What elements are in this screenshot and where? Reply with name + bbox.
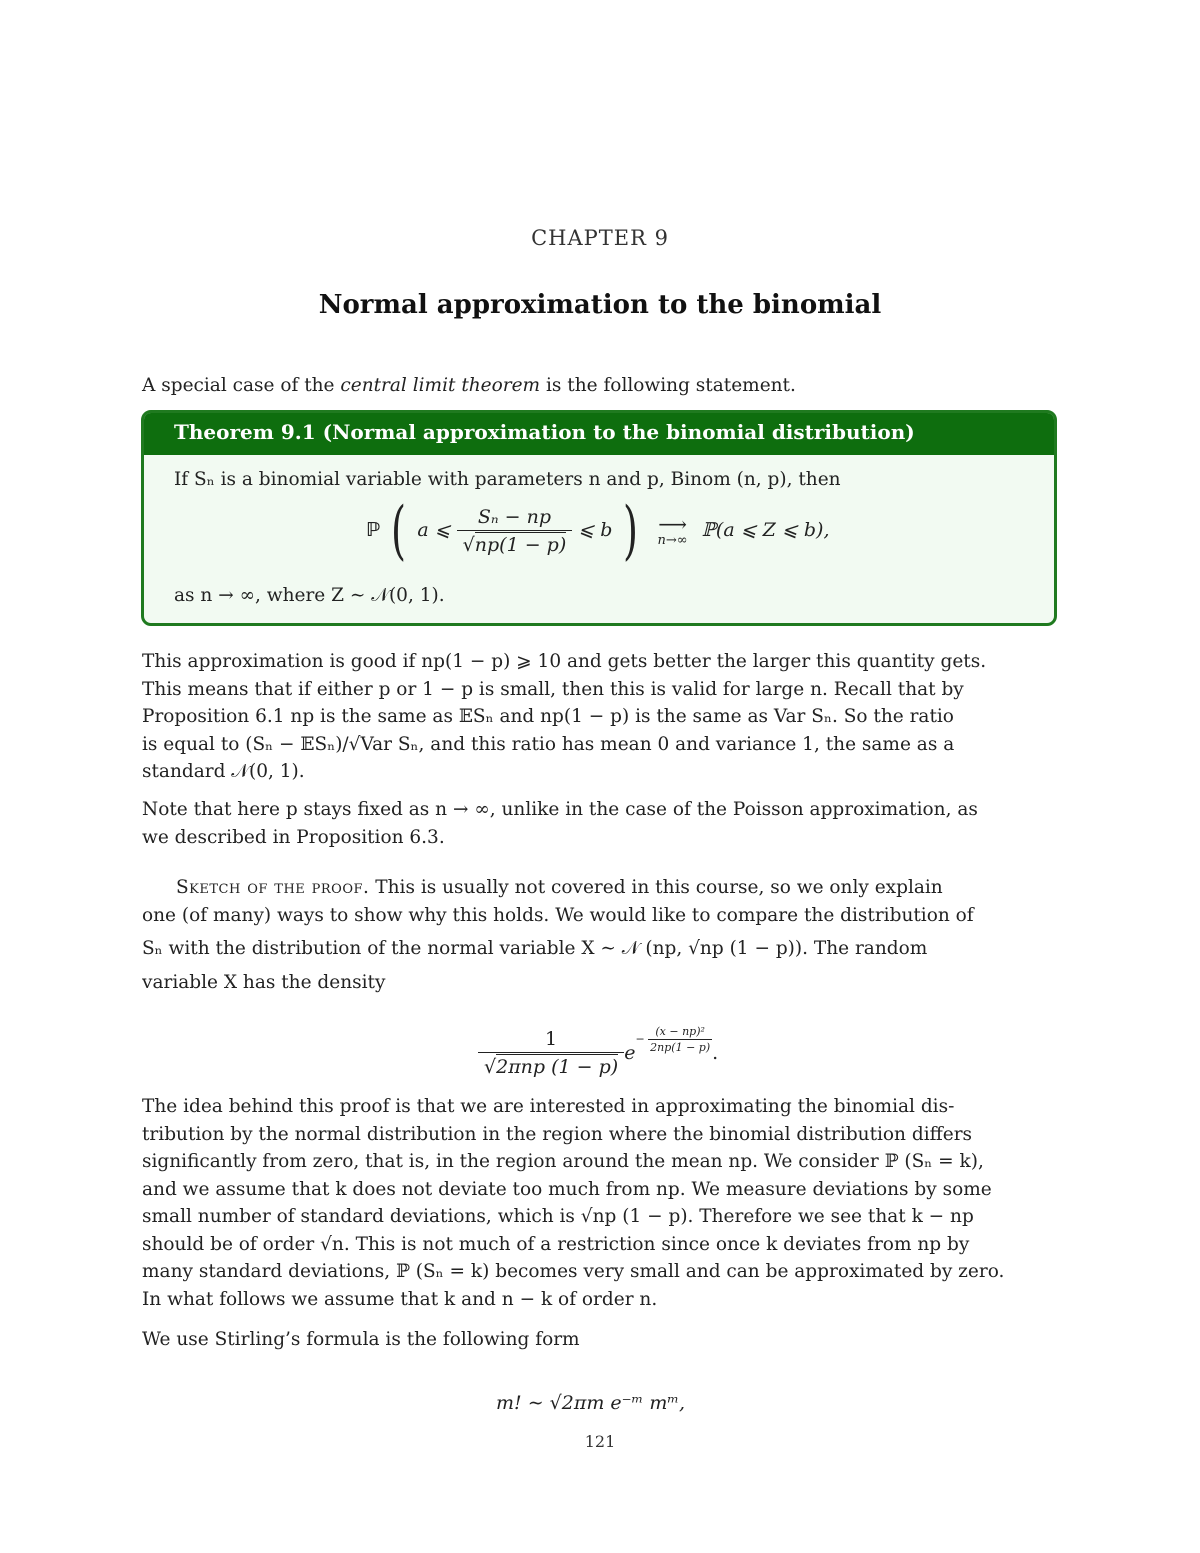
text-line: and we assume that k does not deviate too much from np. We measure deviations by some [142,1178,992,1200]
eq-right-paren: ) [623,494,639,568]
eq-upper-bound: ⩽ b [578,519,613,541]
density-exponent-denominator: 2np(1 − p) [650,1040,711,1054]
text-line: In what follows we assume that k and n − k of order n. [142,1288,658,1310]
text-line [142,874,1060,902]
text-line: The idea behind this proof is that we are interested in approximating the binomial dis- [142,1096,955,1117]
density-equation [478,1024,719,1078]
paragraph-proof-sketch [142,874,1060,996]
paragraph-poisson-note [142,796,1060,851]
proof-heading-continuation: This is usually not covered in this course, so we only explain [369,877,943,898]
eq-lower-bound: a ⩽ [417,519,451,541]
theorem-statement: If Sₙ is a binomial variable with parameters n and p, Binom (n, p), then [174,469,841,490]
text-line: Note that here p stays fixed as n → ∞, unlike in the case of the Poisson approximation, as [142,799,978,820]
eq-denominator-radicand: np(1 − p) [474,534,567,556]
text-line: Proposition 6.1 np is the same as 𝔼Sₙ and np(1 − p) is the same as Var Sₙ. So the ratio [142,706,954,727]
theorem-header [144,413,1054,455]
chapter-label: CHAPTER 9 [531,226,669,250]
intro-paragraph [142,372,1060,400]
text-line: small number of standard deviations, which is √np (1 − p). Therefore we see that k − np [142,1206,974,1227]
text-line: significantly from zero, that is, in the region around the mean np. We consider ℙ (Sₙ = k), [142,1151,984,1172]
theorem-title: Theorem 9.1 (Normal approximation to the binomial distribution) [174,420,915,444]
eq-denominator: √np(1 − p) [462,534,567,556]
theorem-box [141,410,1057,626]
proof-heading: Sketch of the proof. [176,877,370,898]
density-trailing-period: . [712,1042,719,1064]
text-line: one (of many) ways to show why this holds. We would like to compare the distribution of [142,904,974,926]
text-line: many standard deviations, ℙ (Sₙ = k) becomes very small and can be approximated by zero. [142,1261,1005,1282]
theorem-equation [366,494,830,568]
page-number: 121 [584,1432,616,1451]
chapter-title: Normal approximation to the binomial [318,290,882,320]
text-line: is equal to (Sₙ − 𝔼Sₙ)/√Var Sₙ, and this ratio has mean 0 and variance 1, the same as a [142,733,955,755]
text-line: This approximation is good if np(1 − p) ⩾ 10 and gets better the larger this quantity gets. [142,651,987,672]
text-line: should be of order √n. This is not much of a restriction since once k deviates from np by [142,1233,970,1255]
eq-limit-arrow [657,511,688,548]
eq-probability-symbol: ℙ [366,519,381,541]
density-exponent-fraction [648,1025,712,1054]
theorem-conclusion: as n → ∞, where Z ∼ 𝒩(0, 1). [174,585,445,606]
text-line: tribution by the normal distribution in the region where the binomial distribution differs [142,1123,973,1145]
density-exponential: e [624,1042,636,1064]
text-line: variable X has the density [142,971,386,993]
arrow-icon: ⟶ [658,511,687,536]
eq-numerator: Sₙ − np [457,506,573,531]
density-denominator: √2πnp (1 − p) [484,1056,619,1078]
eq-fraction [457,506,573,556]
paragraph-approximation-quality [142,648,1060,786]
density-fraction [478,1028,624,1078]
paragraph-stirling-intro: We use Stirling’s formula is the following form [142,1329,580,1350]
stirling-formula: m! ∼ √2πm e⁻ᵐ mᵐ, [496,1392,686,1414]
eq-limit-subscript: n→∞ [657,532,688,548]
intro-text-after: is the following statement. [540,375,796,396]
eq-left-paren: ( [391,494,407,568]
density-denominator-radicand: 2πnp (1 − p) [496,1056,619,1078]
density-numerator: 1 [478,1028,624,1053]
text-line: This means that if either p or 1 − p is small, then this is valid for large n. Recall that by [142,678,964,700]
text-line: standard 𝒩(0, 1). [142,761,305,782]
intro-emphasis: central limit theorem [340,375,541,396]
intro-text-before: A special case of the [142,375,341,396]
density-exponent-numerator: (x − np)² [648,1025,712,1040]
text-line: Sₙ with the distribution of the normal variable X ∼ 𝒩 (np, √np (1 − p)). The random [142,938,928,959]
paragraph-proof-idea [142,1093,1060,1313]
density-exponent: − $\frac{\text{(x − np)²}}{2np(1 - p)}$ [635,1024,711,1054]
text-line: we described in Proposition 6.3. [142,826,445,848]
eq-right-side: ℙ(a ⩽ Z ⩽ b), [701,519,830,541]
